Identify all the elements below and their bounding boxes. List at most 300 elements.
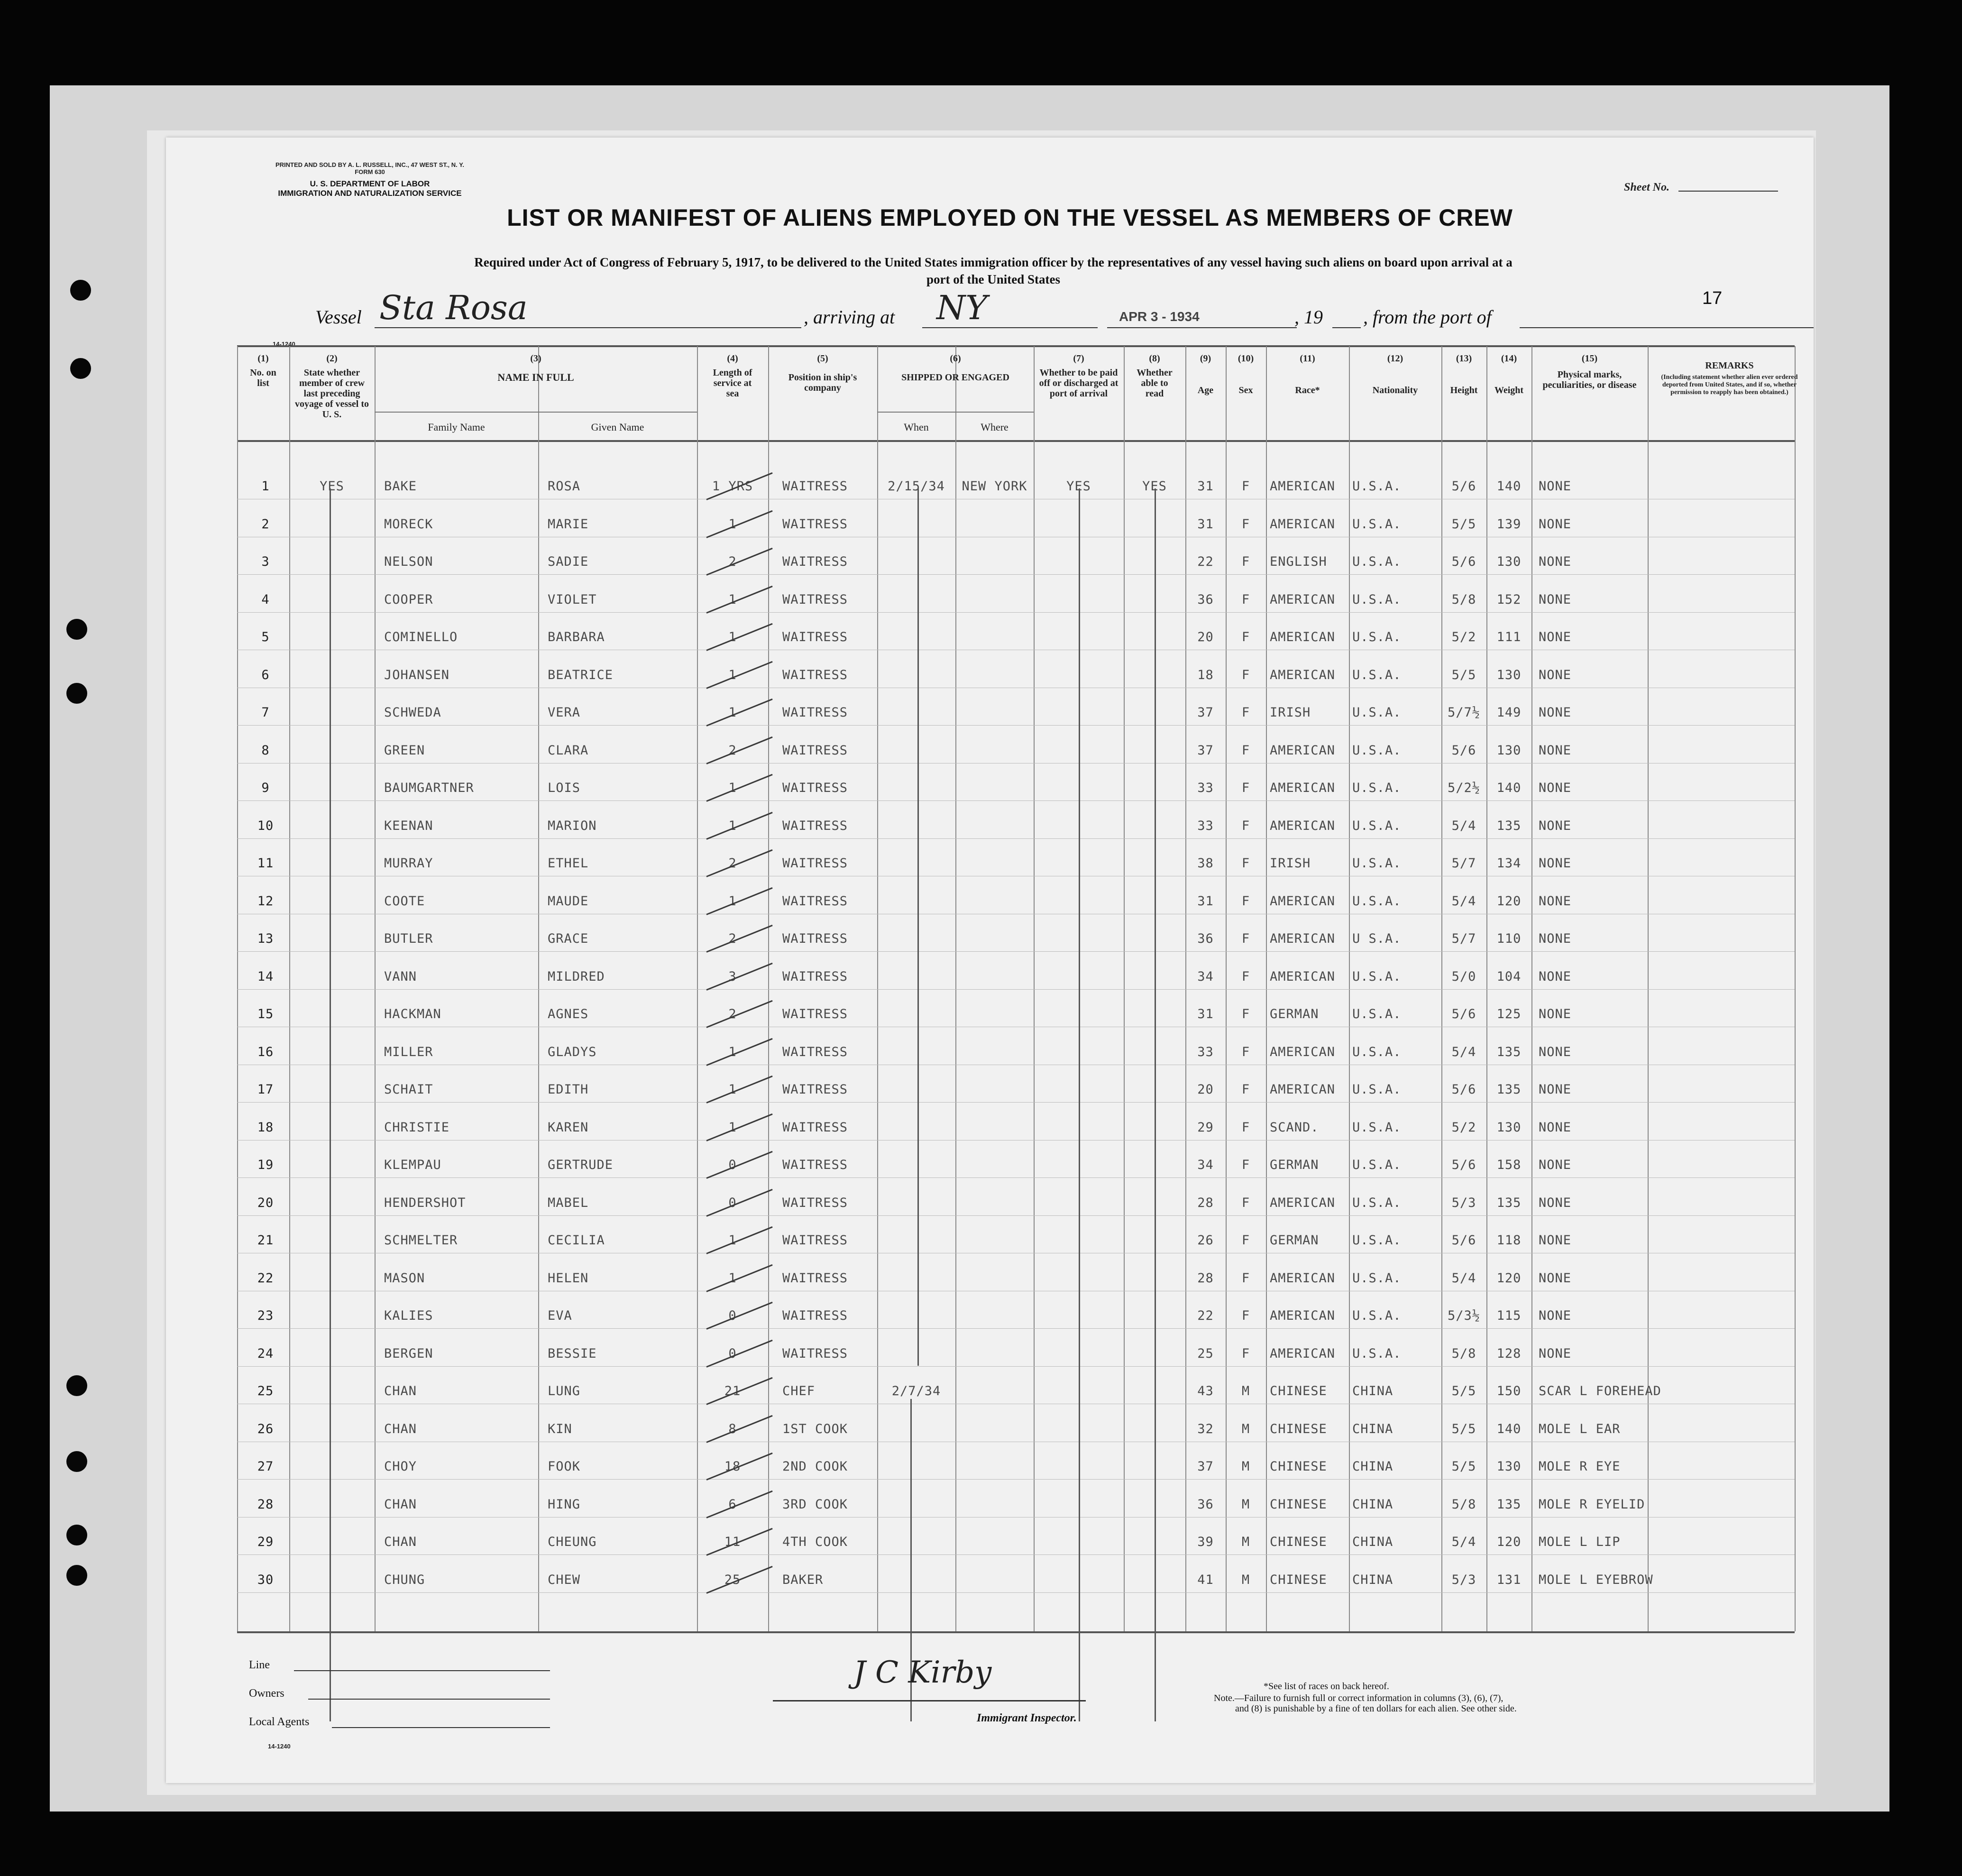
cell-family: MORECK [384,516,433,532]
cell-service: 1 [728,893,737,909]
cell-race: AMERICAN [1270,818,1336,833]
cell-no: 8 [261,743,270,758]
cell-family: CHAN [384,1497,417,1512]
line-label: Line [249,1659,270,1671]
ditto-mark [1155,488,1156,1721]
col-15-header [1531,353,1648,390]
cell-weight: 139 [1496,516,1522,532]
cell-age: 34 [1197,1158,1214,1172]
cell-nat: CHINA [1352,1535,1394,1549]
cell-marks: NONE [1539,1195,1572,1210]
ditto-mark [917,488,919,1366]
row-rule [237,1592,1795,1593]
cell-no: 18 [257,1120,274,1135]
cell-marks: NONE [1539,1082,1572,1097]
form-number: FORM 630 [355,168,385,175]
cell-weight: 135 [1496,818,1522,833]
cell-height: 5/4 [1451,1270,1476,1286]
cell-weight: 134 [1496,856,1522,871]
cell-position: WAITRESS [782,554,848,569]
cell-nat: U.S.A. [1352,1158,1402,1172]
cell-height: 5/8 [1451,592,1476,607]
cell-family: COMINELLO [384,630,458,644]
cell-given: GERTRUDE [548,1158,614,1172]
cell-given: FOOK [548,1459,581,1474]
cell-sex: F [1241,781,1250,795]
binder-hole [66,1565,87,1586]
line-field [294,1670,550,1671]
cell-sex: F [1241,1007,1250,1021]
cell-nat: CHINA [1352,1384,1394,1398]
cell-position: WAITRESS [782,818,848,833]
cell-service: 1 [728,667,737,682]
cell-weight: 135 [1496,1195,1522,1210]
col-5-header [768,353,877,393]
printer-imprint [223,161,517,175]
cell-marks: NONE [1539,1233,1572,1248]
cell-height: 5/4 [1451,1535,1476,1549]
cell-height: 5/0 [1451,969,1476,984]
cell-sex: F [1241,1195,1250,1210]
cell-service: 2 [728,1007,737,1021]
cell-race: ENGLISH [1270,554,1327,569]
cell-nat: U.S.A. [1352,1082,1402,1097]
cell-service: 21 [724,1384,741,1398]
cell-weight: 120 [1496,893,1522,909]
cell-given: BESSIE [548,1346,597,1361]
cell-nat: CHINA [1352,1421,1394,1436]
cell-no: 27 [257,1459,274,1474]
cell-position: WAITRESS [782,1082,848,1097]
cell-nat: U.S.A. [1352,554,1402,569]
cell-service: 1 [728,516,737,532]
cell-marks: NONE [1539,667,1572,682]
cell-position: WAITRESS [782,592,848,607]
col-number: (9) [1200,353,1211,364]
cell-sex: F [1241,1044,1250,1059]
cell-service: 1 [728,630,737,644]
cell-weight: 130 [1496,554,1522,569]
cell-nat: CHINA [1352,1572,1394,1587]
cell-when: 2/15/34 [888,479,945,494]
cell-age: 39 [1197,1535,1214,1549]
cell-race: AMERICAN [1270,1082,1336,1097]
cell-weight: 128 [1496,1346,1522,1361]
row-rule [237,1177,1795,1178]
cell-family: HENDERSHOT [384,1195,466,1210]
cell-race: AMERICAN [1270,1044,1336,1059]
cell-sex: F [1241,554,1250,569]
cell-marks: NONE [1539,630,1572,644]
cell-no: 10 [257,818,274,833]
year-line [1332,327,1361,328]
col-label: State whether member of crew last preceding voyage of vessel to U. S. [294,368,369,420]
cell-marks: NONE [1539,743,1572,758]
race-note: *See list of races on back hereof. [1264,1681,1389,1692]
cell-age: 22 [1197,554,1214,569]
cell-given: ETHEL [548,856,589,871]
col-label: No. on list [250,368,276,388]
cell-sex: F [1241,856,1250,871]
requirement-text [303,254,1683,288]
cell-service: 2 [728,554,737,569]
cell-service: 1 [728,818,737,833]
cell-race: SCAND. [1270,1120,1319,1135]
cell-race: AMERICAN [1270,893,1336,909]
cell-marks: NONE [1539,1158,1572,1172]
cell-marks: NONE [1539,516,1572,532]
cell-nat: U.S.A. [1352,1270,1402,1286]
cell-marks: NONE [1539,1044,1572,1059]
cell-position: 4TH COOK [782,1535,848,1549]
cell-height: 5/6 [1451,479,1476,494]
cell-given: MARION [548,818,597,833]
vessel-line [375,327,801,328]
cell-sex: F [1241,743,1250,758]
cell-height: 5/5 [1451,1459,1476,1474]
cell-weight: 135 [1496,1044,1522,1059]
cell-height: 5/3 [1451,1195,1476,1210]
cell-given: ROSA [548,479,581,494]
cell-sex: M [1241,1572,1250,1587]
where-subheader: Where [981,421,1009,433]
col-label: Race* [1295,385,1320,395]
row-rule [237,951,1795,952]
cell-no: 4 [261,592,270,607]
cell-weight: 158 [1496,1158,1522,1172]
cell-race: AMERICAN [1270,743,1336,758]
cell-no: 24 [257,1346,274,1361]
cell-marks: MOLE L EYEBROW [1539,1572,1653,1587]
cell-marks: NONE [1539,1120,1572,1135]
cell-marks: NONE [1539,1346,1572,1361]
cell-sex: F [1241,931,1250,946]
row-rule [237,1102,1795,1103]
cell-sex: M [1241,1384,1250,1398]
cell-family: COOPER [384,592,433,607]
cell-service: 1 [728,781,737,795]
cell-position: WAITRESS [782,743,848,758]
arriving-line [922,327,1098,328]
cell-race: AMERICAN [1270,592,1336,607]
col-label: Nationality [1372,385,1418,395]
cell-sex: F [1241,630,1250,644]
cell-service: 1 [728,592,737,607]
cell-marks: NONE [1539,1007,1572,1021]
cell-service: 11 [724,1535,741,1549]
cell-family: MASON [384,1270,425,1286]
cell-age: 31 [1197,516,1214,532]
col-3-header [375,353,697,383]
cell-family: CHOY [384,1459,417,1474]
when-subheader: When [904,421,929,433]
col-number: (13) [1456,353,1472,364]
binder-hole [70,358,91,379]
cell-sex: F [1241,1233,1250,1248]
cell-given: VERA [548,705,581,720]
cell-height: 5/2 [1451,1120,1476,1135]
manifest-sheet [166,138,1814,1783]
cell-service: 0 [728,1158,737,1172]
cell-height: 5/7 [1451,931,1476,946]
department-heading [237,179,503,198]
cell-weight: 131 [1496,1572,1522,1587]
row-rule [237,1328,1795,1329]
cell-age: 28 [1197,1270,1214,1286]
binder-hole [66,683,87,704]
col-11-header [1266,353,1349,395]
cell-nat: U.S.A. [1352,705,1402,720]
cell-position: WAITRESS [782,1308,848,1323]
cell-given: LUNG [548,1384,581,1398]
cell-sex: F [1241,516,1250,532]
cell-marks: NONE [1539,1308,1572,1323]
cell-service: 1 YRS [712,479,753,494]
cell-family: CHRISTIE [384,1120,450,1135]
remarks-note: (Including statement whether alien ever ordered deported from United States, and if so, whether permission to reapply has been obtained.) [1661,374,1798,396]
cell-nat: U.S.A. [1352,1195,1402,1210]
cell-nat: U.S.A. [1352,969,1402,984]
cell-height: 5/6 [1451,554,1476,569]
page-number: 17 [1702,288,1723,308]
col-number: (3) [530,353,541,364]
cell-family: MURRAY [384,856,433,871]
cell-nat: U.S.A. [1352,743,1402,758]
cell-sex: M [1241,1459,1250,1474]
cell-height: 5/6 [1451,1158,1476,1172]
binder-hole [66,1451,87,1472]
col-label: Sex [1238,385,1253,395]
col-label: Position in ship's company [788,372,857,393]
cell-sex: M [1241,1535,1250,1549]
cell-age: 20 [1197,630,1214,644]
col-12-header [1349,353,1441,395]
cell-marks: MOLE R EYE [1539,1459,1621,1474]
cell-marks: SCAR L FOREHEAD [1539,1384,1661,1398]
cell-family: BUTLER [384,931,433,946]
cell-family: HACKMAN [384,1007,441,1021]
col-number: (5) [817,353,828,364]
cell-family: COOTE [384,893,425,909]
cell-height: 5/5 [1451,1421,1476,1436]
cell-no: 22 [257,1270,274,1286]
binder-hole [70,280,91,301]
row-rule [237,612,1795,613]
cell-sex: F [1241,969,1250,984]
department-name: U. S. DEPARTMENT OF LABOR [310,179,430,188]
cell-no: 23 [257,1308,274,1323]
cell-service: 1 [728,1270,737,1286]
cell-marks: NONE [1539,592,1572,607]
cell-given: MABEL [548,1195,589,1210]
cell-family: BAKE [384,479,417,494]
date-line [1107,327,1297,328]
service-name: IMMIGRATION AND NATURALIZATION SERVICE [278,189,462,198]
cell-race: AMERICAN [1270,781,1336,795]
cell-position: WAITRESS [782,705,848,720]
cell-marks: MOLE L EAR [1539,1421,1621,1436]
cell-marks: MOLE R EYELID [1539,1497,1645,1512]
cell-family: SCHWEDA [384,705,441,720]
cell-no: 29 [257,1535,274,1549]
arrival-date-stamp: APR 3 - 1934 [1119,309,1200,324]
col-label: Weight [1494,385,1524,395]
cell-height: 5/7½ [1447,705,1481,720]
cell-race: GERMAN [1270,1007,1319,1021]
row-rule [237,725,1795,726]
row-rule [237,989,1795,990]
row-rule [237,838,1795,839]
col-label: NAME IN FULL [497,371,574,383]
cell-family: JOHANSEN [384,667,450,682]
cell-no: 14 [257,969,274,984]
ditto-mark [330,488,331,1721]
row-rule [237,1366,1795,1367]
penalty-note [1214,1693,1517,1714]
cell-given: EDITH [548,1082,589,1097]
cell-read: YES [1142,479,1167,494]
cell-nat: U.S.A. [1352,1233,1402,1248]
cell-race: GERMAN [1270,1233,1319,1248]
cell-service: 1 [728,1120,737,1135]
cell-sex: F [1241,1120,1250,1135]
cell-given: MAUDE [548,893,589,909]
cell-family: NELSON [384,554,433,569]
cell-age: 31 [1197,479,1214,494]
cell-race: AMERICAN [1270,931,1336,946]
cell-given: GLADYS [548,1044,597,1059]
cell-given: KIN [548,1421,572,1436]
cell-service: 1 [728,705,737,720]
cell-marks: NONE [1539,781,1572,795]
requirement-line-2: port of the United States [926,272,1060,286]
cell-no: 17 [257,1082,274,1097]
cell-nat: CHINA [1352,1497,1394,1512]
owners-label: Owners [249,1687,284,1700]
cell-position: WAITRESS [782,931,848,946]
cell-given: LOIS [548,781,581,795]
cell-nat: U.S.A. [1352,1120,1402,1135]
cell-age: 38 [1197,856,1214,871]
cell-family: KALIES [384,1308,433,1323]
cell-service: 6 [728,1497,737,1512]
ditto-mark [1079,488,1080,1721]
cell-height: 5/8 [1451,1497,1476,1512]
cell-no: 11 [257,856,274,871]
cell-weight: 150 [1496,1384,1522,1398]
cell-given: VIOLET [548,592,597,607]
col-number: (11) [1300,353,1315,364]
cell-given: SADIE [548,554,589,569]
cell-where: NEW YORK [962,479,1027,494]
from-port-label: , from the port of [1363,306,1492,328]
cell-weight: 135 [1496,1082,1522,1097]
cell-weight: 111 [1496,630,1522,644]
cell-position: WAITRESS [782,893,848,909]
cell-race: AMERICAN [1270,1270,1336,1286]
cell-position: WAITRESS [782,1158,848,1172]
cell-position: WAITRESS [782,479,848,494]
col-number: (10) [1238,353,1254,364]
given-name-subheader: Given Name [591,421,644,433]
cell-sex: F [1241,1082,1250,1097]
cell-weight: 152 [1496,592,1522,607]
cell-service: 0 [728,1195,737,1210]
cell-family: SCHAIT [384,1082,433,1097]
cell-given: CECILIA [548,1233,605,1248]
cell-no: 30 [257,1572,274,1587]
cell-weight: 120 [1496,1270,1522,1286]
vessel-label: Vessel [315,306,362,328]
col-label: REMARKS [1705,360,1754,371]
col-label: SHIPPED OR ENGAGED [901,372,1009,383]
cell-given: EVA [548,1308,572,1323]
cell-height: 5/3 [1451,1572,1476,1587]
table-top-rule [237,345,1795,347]
row-rule [237,1554,1795,1555]
cell-weight: 140 [1496,479,1522,494]
cell-race: CHINESE [1270,1384,1327,1398]
requirement-line-1: Required under Act of Congress of February 5, 1917, to be delivered to the United States immigration officer by the representatives of any vessel having such aliens on board upon arrival at a [474,255,1513,269]
inspector-label: Immigrant Inspector. [977,1712,1077,1724]
cell-nat: U.S.A. [1352,667,1402,682]
vessel-name-handwritten: Sta Rosa [379,288,528,327]
col-2-header [289,353,375,420]
cell-no: 6 [261,667,270,682]
cell-nat: U.S.A. [1352,630,1402,644]
cell-age: 36 [1197,592,1214,607]
table-header-bottom-rule [237,440,1795,442]
cell-no: 19 [257,1158,274,1172]
cell-weight: 104 [1496,969,1522,984]
cell-height: 5/5 [1451,1384,1476,1398]
cell-age: 37 [1197,743,1214,758]
year-label: , 19 [1294,306,1323,328]
cell-nat: U.S.A. [1352,1308,1402,1323]
col-6-header [877,353,1034,383]
cell-family: SCHMELTER [384,1233,458,1248]
cell-marks: MOLE L LIP [1539,1535,1621,1549]
cell-no: 26 [257,1421,274,1436]
cell-age: 31 [1197,1007,1214,1021]
cell-service: 2 [728,743,737,758]
col-8-header [1124,353,1185,399]
column-rule [1795,346,1796,1631]
cell-given: CLARA [548,743,589,758]
col-number: (14) [1501,353,1517,364]
col-number: (12) [1387,353,1403,364]
from-port-line [1520,327,1814,328]
family-name-subheader: Family Name [428,421,485,433]
cell-service: 8 [728,1421,737,1436]
cell-nat: U.S.A. [1352,516,1402,532]
cell-position: WAITRESS [782,1044,848,1059]
cell-race: IRISH [1270,705,1311,720]
cell-position: CHEF [782,1384,816,1398]
cell-race: AMERICAN [1270,1346,1336,1361]
col-label: Height [1450,385,1478,395]
cell-sex: M [1241,1497,1250,1512]
cell-service: 1 [728,1082,737,1097]
cell-service: 2 [728,931,737,946]
col-label: Physical marks, peculiarities, or disease [1542,369,1637,390]
cell-given: KAREN [548,1120,589,1135]
cell-sex: F [1241,1158,1250,1172]
cell-sex: F [1241,592,1250,607]
cell-height: 5/2 [1451,630,1476,644]
cell-weight: 130 [1496,667,1522,682]
cell-position: WAITRESS [782,1007,848,1021]
